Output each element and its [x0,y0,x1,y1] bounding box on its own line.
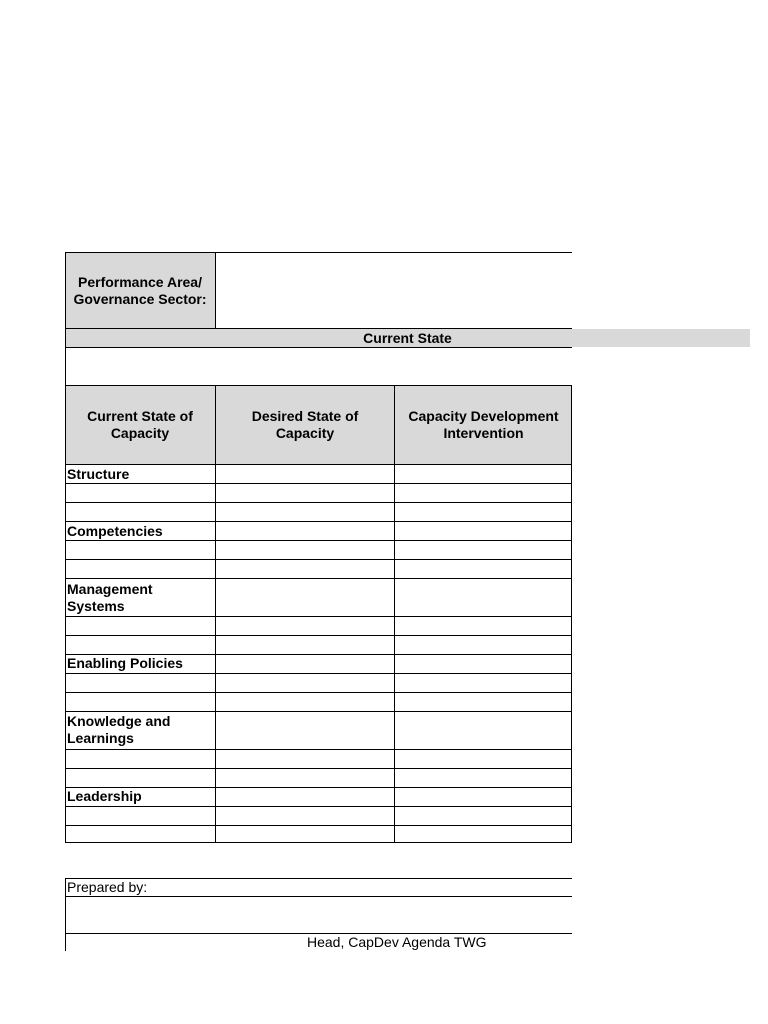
signatory-title: Head, CapDev Agenda TWG [307,934,487,950]
grid-line [65,483,572,484]
grid-line [65,502,572,503]
col-header-current-line2: Capacity [110,425,170,441]
perf-area-label-line2: Governance Sector: [73,291,207,307]
grid-line [65,654,572,655]
category-management-line2: Systems [67,598,125,614]
category-management-line1: Management [67,581,153,597]
section-title: Current State [363,330,452,346]
perf-area-value-cell[interactable] [216,253,572,328]
col-header-intervention [395,408,572,442]
grid-line [65,328,572,329]
grid-line [65,787,572,788]
perf-area-label [65,274,215,308]
col-header-intervention-line2: Intervention [443,425,524,441]
grid-line [65,842,572,843]
grid-line [65,252,66,843]
signature-field[interactable] [66,897,571,933]
perf-area-label-line1: Performance Area/ [78,274,202,290]
grid-line [65,635,572,636]
col-header-current-state [65,408,215,442]
grid-line [65,252,572,253]
category-management-systems [67,581,153,615]
grid-line [65,711,572,712]
grid-line [65,559,572,560]
grid-line [65,673,572,674]
col-header-intervention-line1: Capacity Development [408,408,559,424]
category-leadership: Leadership [67,788,142,804]
grid-line [65,540,572,541]
grid-line [65,385,572,386]
category-structure: Structure [67,466,130,482]
grid-line [215,385,216,843]
category-knowledge-line1: Knowledge and [67,713,171,729]
col-header-current-line1: Current State of [87,408,193,424]
grid-line [571,385,572,843]
col-header-desired-state [216,408,394,442]
category-knowledge-line2: Learnings [67,730,134,746]
grid-line [65,692,572,693]
grid-line [65,521,572,522]
grid-line [215,252,216,329]
grid-line [65,578,572,579]
category-competencies: Competencies [67,523,163,539]
grid-line [65,749,572,750]
grid-line [394,385,395,843]
grid-line [65,768,572,769]
grid-line [65,464,572,465]
grid-line [65,616,572,617]
grid-line [65,347,572,348]
category-knowledge-learnings [67,713,170,747]
grid-line [65,825,572,826]
col-header-desired-line1: Desired State of [251,408,359,424]
col-header-desired-line2: Capacity [275,425,335,441]
prepared-by-label: Prepared by: [67,879,148,895]
category-enabling-policies: Enabling Policies [67,655,183,671]
grid-line [65,806,572,807]
